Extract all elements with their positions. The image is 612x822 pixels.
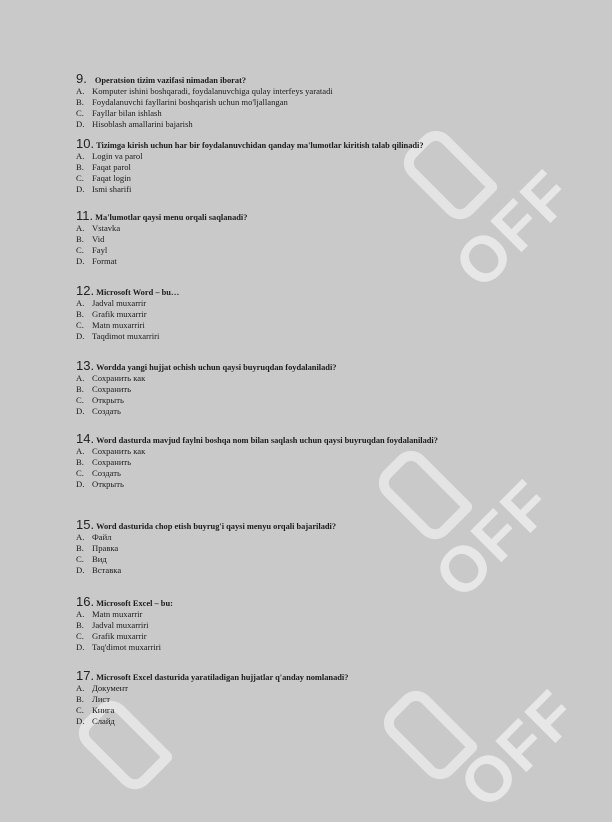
question-number: 15. bbox=[76, 517, 95, 532]
question-text: Microsoft Word – bu… bbox=[96, 288, 180, 297]
option-letter: D. bbox=[76, 716, 85, 726]
option-text: Matn muxarriri bbox=[92, 320, 145, 330]
answer-option bbox=[76, 554, 596, 565]
option-text: Fayllar bilan ishlash bbox=[92, 108, 162, 118]
answer-option bbox=[76, 108, 596, 119]
option-letter: C. bbox=[76, 108, 84, 118]
option-letter: A. bbox=[76, 446, 85, 456]
option-letter: D. bbox=[76, 565, 85, 575]
option-letter: B. bbox=[76, 694, 84, 704]
option-letter: C. bbox=[76, 395, 84, 405]
option-text: Вид bbox=[92, 554, 107, 564]
question-text: Wordda yangi hujjat ochish uchun qaysi buyruqdan foydalaniladi? bbox=[96, 363, 337, 372]
answer-option bbox=[76, 256, 596, 267]
option-text: Foydalanuvchi fayllarini boshqarish uchun mo'ljallangan bbox=[92, 97, 288, 107]
watermark-text: OFF bbox=[445, 675, 592, 822]
answer-option bbox=[76, 245, 596, 256]
question-number: 17. bbox=[76, 668, 95, 683]
answer-option bbox=[76, 223, 596, 234]
answer-option bbox=[76, 395, 596, 406]
question-13 bbox=[76, 358, 596, 417]
option-letter: C. bbox=[76, 554, 84, 564]
option-letter: A. bbox=[76, 373, 85, 383]
option-text: Format bbox=[92, 256, 117, 266]
answer-option bbox=[76, 119, 596, 130]
option-text: Faqat login bbox=[92, 173, 131, 183]
option-text: Login va parol bbox=[92, 151, 143, 161]
question-number: 12. bbox=[76, 283, 95, 298]
answer-option bbox=[76, 173, 596, 184]
option-letter: D. bbox=[76, 331, 85, 341]
option-letter: A. bbox=[76, 298, 85, 308]
option-text: Сохранить bbox=[92, 384, 132, 394]
option-text: Файл bbox=[92, 532, 112, 542]
answer-option bbox=[76, 446, 596, 457]
option-letter: C. bbox=[76, 468, 84, 478]
option-text: Открыть bbox=[92, 479, 124, 489]
option-text: Komputer ishini boshqaradi, foydalanuvchiga qulay interfeys yaratadi bbox=[92, 86, 333, 96]
answer-option bbox=[76, 162, 596, 173]
option-text: Сохранить как bbox=[92, 373, 146, 383]
question-9 bbox=[76, 71, 596, 130]
option-text: Сохранить как bbox=[92, 446, 146, 456]
option-text: Вставка bbox=[92, 565, 122, 575]
option-letter: C. bbox=[76, 320, 84, 330]
answer-option bbox=[76, 468, 596, 479]
option-letter: B. bbox=[76, 234, 84, 244]
option-letter: D. bbox=[76, 642, 85, 652]
option-text: Документ bbox=[92, 683, 129, 693]
option-letter: C. bbox=[76, 705, 84, 715]
answer-option bbox=[76, 532, 596, 543]
answer-option bbox=[76, 184, 596, 195]
option-text: Книга bbox=[92, 705, 115, 715]
option-text: Создать bbox=[92, 468, 121, 478]
option-text: Grafik muxarrir bbox=[92, 631, 147, 641]
answer-option bbox=[76, 406, 596, 417]
question-12 bbox=[76, 283, 596, 342]
question-text: Microsoft Excel – bu: bbox=[96, 599, 173, 608]
answer-option bbox=[76, 683, 596, 694]
question-text: Word dasturida chop etish buyrug'i qaysi menyu orqali bajariladi? bbox=[96, 522, 337, 531]
answer-option bbox=[76, 234, 596, 245]
option-letter: A. bbox=[76, 151, 85, 161]
option-letter: C. bbox=[76, 631, 84, 641]
question-10 bbox=[76, 136, 596, 195]
answer-option bbox=[76, 694, 596, 705]
option-letter: B. bbox=[76, 162, 84, 172]
question-number: 11. bbox=[76, 208, 94, 223]
option-letter: B. bbox=[76, 543, 84, 553]
option-letter: D. bbox=[76, 256, 85, 266]
option-text: Jadval muxarrir bbox=[92, 298, 147, 308]
answer-option bbox=[76, 298, 596, 309]
answer-option bbox=[76, 320, 596, 331]
option-letter: B. bbox=[76, 620, 84, 630]
option-text: Grafik muxarrir bbox=[92, 309, 147, 319]
option-text: Faqat parol bbox=[92, 162, 131, 172]
option-text: Ismi sharifi bbox=[92, 184, 132, 194]
question-number: 14. bbox=[76, 431, 95, 446]
question-text: Microsoft Excel dasturida yaratiladigan hujjatlar q'anday nomlanadi? bbox=[96, 673, 349, 682]
watermark-text: OFF bbox=[420, 465, 567, 612]
option-letter: B. bbox=[76, 457, 84, 467]
option-letter: D. bbox=[76, 184, 85, 194]
answer-option bbox=[76, 97, 596, 108]
option-text: Создать bbox=[92, 406, 121, 416]
question-text: Tizimga kirish uchun har bir foydalanuvchidan qanday ma'lumotlar kiritish talab qilinadi? bbox=[96, 141, 424, 150]
option-text: Taqdimot muxarriri bbox=[92, 331, 160, 341]
answer-option bbox=[76, 705, 596, 716]
answer-option bbox=[76, 151, 596, 162]
option-text: Лист bbox=[92, 694, 110, 704]
answer-option bbox=[76, 631, 596, 642]
answer-option bbox=[76, 86, 596, 97]
question-number: 13. bbox=[76, 358, 95, 373]
option-text: Vid bbox=[92, 234, 105, 244]
option-letter: D. bbox=[76, 479, 85, 489]
option-letter: B. bbox=[76, 97, 84, 107]
option-letter: D. bbox=[76, 119, 85, 129]
answer-option bbox=[76, 620, 596, 631]
question-14 bbox=[76, 431, 596, 490]
question-15 bbox=[76, 517, 596, 576]
answer-option bbox=[76, 331, 596, 342]
option-text: Hisoblash amallarini bajarish bbox=[92, 119, 193, 129]
option-text: Сохранить bbox=[92, 457, 132, 467]
option-text: Taq'dimot muxarriri bbox=[92, 642, 161, 652]
question-17 bbox=[76, 668, 596, 727]
option-text: Открыть bbox=[92, 395, 124, 405]
option-text: Правка bbox=[92, 543, 119, 553]
question-text: Ma'lumotlar qaysi menu orqali saqlanadi? bbox=[95, 213, 248, 222]
answer-option bbox=[76, 543, 596, 554]
option-text: Vstavka bbox=[92, 223, 121, 233]
answer-option bbox=[76, 457, 596, 468]
option-letter: B. bbox=[76, 309, 84, 319]
question-number: 9. bbox=[76, 71, 87, 86]
option-text: Matn muxarrir bbox=[92, 609, 143, 619]
question-number: 10. bbox=[76, 136, 95, 151]
option-letter: B. bbox=[76, 384, 84, 394]
answer-option bbox=[76, 373, 596, 384]
option-text: Jadval muxarriri bbox=[92, 620, 149, 630]
option-letter: A. bbox=[76, 683, 85, 693]
answer-option bbox=[76, 565, 596, 576]
answer-option bbox=[76, 716, 596, 727]
question-16 bbox=[76, 594, 596, 653]
answer-option bbox=[76, 309, 596, 320]
answer-option bbox=[76, 384, 596, 395]
option-letter: A. bbox=[76, 532, 85, 542]
question-number: 16. bbox=[76, 594, 95, 609]
answer-option bbox=[76, 642, 596, 653]
option-letter: A. bbox=[76, 86, 85, 96]
question-11 bbox=[76, 208, 596, 267]
option-letter: A. bbox=[76, 223, 85, 233]
option-text: Слайд bbox=[92, 716, 115, 726]
answer-option bbox=[76, 479, 596, 490]
watermark-text: OFF bbox=[440, 155, 587, 302]
option-text: Fayl bbox=[92, 245, 108, 255]
option-letter: C. bbox=[76, 173, 84, 183]
answer-option bbox=[76, 609, 596, 620]
question-text: Word dasturda mavjud faylni boshqa nom bilan saqlash uchun qaysi buyruqdan foydalaniladi? bbox=[96, 436, 438, 445]
option-letter: D. bbox=[76, 406, 85, 416]
option-letter: A. bbox=[76, 609, 85, 619]
option-letter: C. bbox=[76, 245, 84, 255]
question-text: Operatsion tizim vazifasi nimadan iborat? bbox=[94, 76, 247, 85]
